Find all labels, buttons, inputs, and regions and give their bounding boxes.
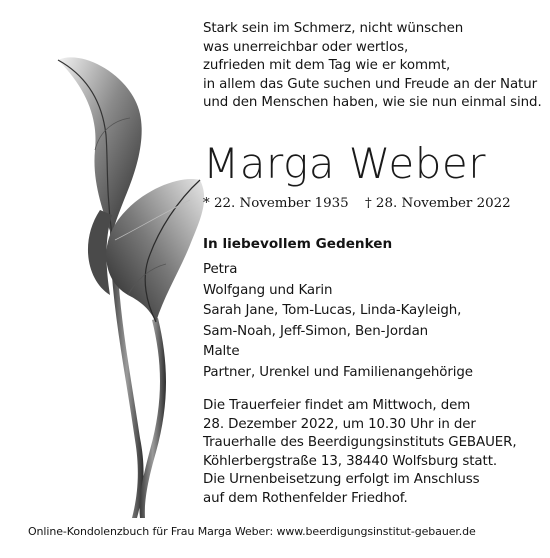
condolence-book-footer: Online-Kondolenzbuch für Frau Marga Weber: www.beerdigungsinstitut-gebauer.de [28, 525, 476, 538]
poem [203, 20, 543, 113]
service-line: Die Urnenbeisetzung erfolgt im Anschluss [203, 472, 480, 488]
poem-line: und den Menschen haben, wie sie nun einmal sind. [203, 95, 542, 111]
poem-line: was unerreichbar oder wertlos, [203, 39, 409, 55]
service-line: Köhlerbergstraße 13, 38440 Wolfsburg statt. [203, 453, 498, 469]
deceased-name: Marga Weber [203, 139, 486, 188]
life-dates [203, 195, 523, 213]
mourner-line: Petra [203, 262, 238, 277]
mourner-line: Sarah Jane, Tom-Lucas, Linda-Kayleigh, [203, 303, 462, 318]
poem-line: Stark sein im Schmerz, nicht wünschen [203, 21, 464, 36]
mourner-line: Partner, Urenkel und Familienangehörige [203, 364, 473, 380]
birth-date: * 22. November 1935 [203, 196, 349, 211]
mourners-list [203, 260, 543, 383]
mourners-heading: In liebevollem Gedenken [203, 236, 393, 252]
mourner-line: Malte [203, 344, 240, 359]
service-line: 28. Dezember 2022, um 10.30 Uhr in der [203, 416, 476, 432]
mourner-line: Sam-Noah, Jeff-Simon, Ben-Jordan [203, 323, 429, 339]
service-line: Die Trauerfeier findet am Mittwoch, dem [203, 398, 471, 413]
service-line: Trauerhalle des Beerdigungsinstituts GEBAUER, [203, 435, 517, 451]
poem-line: in allem das Gute suchen und Freude an der Natur [203, 76, 537, 92]
service-line: auf dem Rothenfelder Friedhof. [203, 490, 408, 506]
service-details [203, 397, 543, 509]
calla-lily-illustration [40, 40, 220, 520]
poem-line: zufrieden mit dem Tag wie er kommt, [203, 58, 451, 74]
death-date: † 28. November 2022 [364, 196, 511, 211]
mourner-line: Wolfgang und Karin [203, 282, 333, 298]
